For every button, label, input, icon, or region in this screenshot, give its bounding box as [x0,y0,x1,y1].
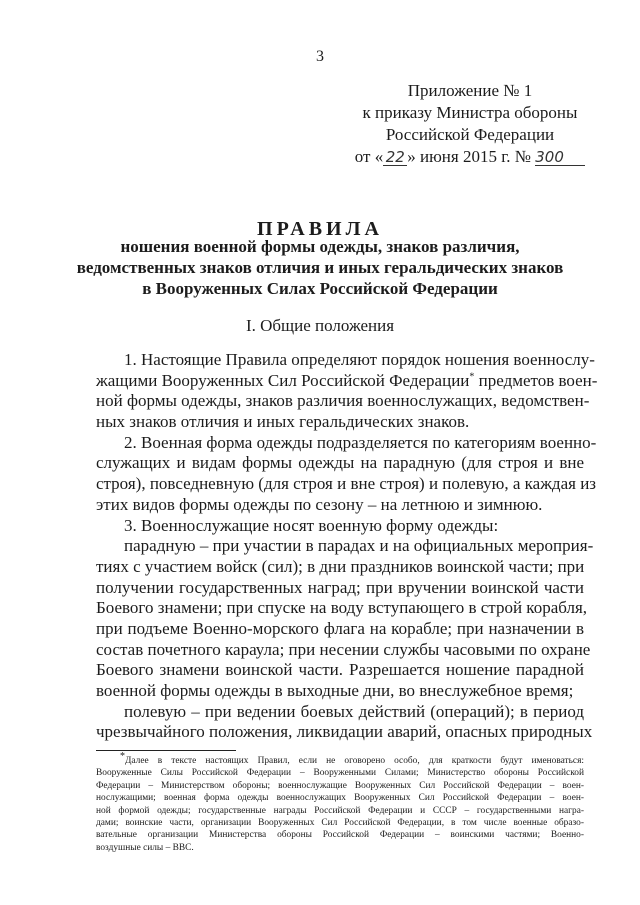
footnote-line: ной формой одежды; государственные награды Российской Федерации и СССР – государственными награ- [96,805,584,816]
footnote-line: вательные организации Министерства обороны Российской Федерации – воинскими частями; Военно- [96,830,584,841]
date-mid: » июня 2015 г. № [407,147,531,166]
section-heading: I. Общие положения [245,316,395,335]
date-prefix: от « [354,147,384,166]
body-line: 2. Военная форма одежды подразделяется по категориям военно- [124,432,597,452]
appendix-line-1: Приложение № 1 [407,81,533,100]
page-number: 3 [316,48,324,65]
footnote-line: Федерации – Министерством обороны; военнослужащие Вооруженных Сил Российской Федерации – воен- [96,780,584,791]
body-line: при подъеме Военно-морского флага на корабле; при назначении в [96,618,584,638]
handwritten-order-number: 300 [535,150,585,166]
footnote-line: *Далее в тексте настоящих Правил, если не оговорено особо, для краткости будут именоваться: [120,750,584,766]
footnote-line: дами; воинские части, организации Вооруженных Сил Российской Федерации, в том числе военные образо- [96,817,584,828]
body-line: чрезвычайного положения, ликвидации аварий, опасных природных [96,722,593,742]
appendix-date-line [350,146,590,168]
body-line: служащих и видам формы одежды на парадную (для строя и вне [96,453,584,473]
body-line: ной формы одежды, знаков различия военнослужащих, ведомствен- [96,391,590,411]
body-line: 1. Настоящие Правила определяют порядок ношения военнослу- [124,350,595,369]
subtitle-line: в Вооруженных Силах Российской Федерации [142,279,498,298]
appendix-line-3: Российской Федерации [385,125,555,144]
footnote-line: воздушные силы – ВВС. [96,842,194,853]
footnote [96,750,584,854]
body-line: этих видов формы одежды по сезону – на летнюю и зимнюю. [96,494,543,514]
body-line: 3. Военнослужащие носят военную форму одежды: [124,515,499,535]
body-line: полевую – при ведении боевых действий (операций); в период [124,701,584,721]
body-line: военной формы одежды в выходные дни, во внеслужебное время; [96,681,574,700]
body-line: состав почетного караула; при несении службы часовыми по охране [96,639,591,659]
footnote-line: Вооруженные Силы Российской Федерации – Вооруженными Силами; Министерство обороны Российской [96,768,584,779]
subtitle-line: ношения военной формы одежды, знаков различия, [120,237,520,256]
body-line: строя), повседневную (для строя и вне строя) и полевую, а каждая из [96,474,597,494]
footnote-ref: * [469,371,475,383]
subtitle-line: ведомственных знаков отличия и иных геральдических знаков [76,258,564,277]
footnote-divider [96,750,236,751]
footnote-line: нослужащими; военная форма одежды военнослужащих Вооруженных Сил Российской Федерации – воен- [96,793,584,804]
footnote-marker: * [120,750,125,762]
body-line: жащими Вооруженных Сил Российской Федерации* предметов воен- [96,370,598,390]
appendix-block [350,80,590,168]
handwritten-day: 22 [383,150,407,166]
body-line: парадную – при участии в парадах и на официальных мероприя- [124,536,594,556]
body-text [96,350,598,743]
body-line: получении государственных наград; при вручении воинской части [96,577,584,597]
body-line: ных знаков отличия и иных геральдических знаков. [96,412,470,432]
document-subtitle [0,236,640,299]
body-line: тиях с участием войск (сил); в дни праздников воинской части; при [96,556,585,576]
body-line: Боевого знамени воинской части. Разрешается ношение парадной [96,660,584,680]
body-line: Боевого знамени; при спуске на воду вступающего в строй корабля, [96,598,588,618]
appendix-line-2: к приказу Министра обороны [362,103,578,122]
document-title: ПРАВИЛА [257,218,383,240]
